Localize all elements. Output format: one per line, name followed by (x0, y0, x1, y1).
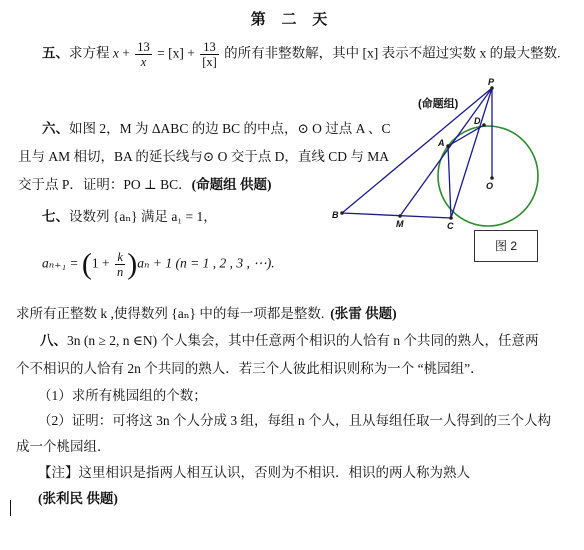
problem-7-formula (42, 247, 275, 281)
problem-8-line-1 (40, 332, 539, 350)
point-a (446, 144, 450, 148)
problem-5-fraction-1 (135, 40, 152, 69)
label-o: O (486, 181, 494, 191)
formula-one-plus: 1 + (91, 255, 114, 271)
line-a-d (448, 125, 484, 146)
formula-fraction-numerator: k (115, 250, 125, 265)
problem-8-question-1: （1）求所有桃园组的个数； (38, 388, 207, 403)
formula-rhs: aₙ + 1 (n = 1 , 2 , 3 , ⋯). (137, 255, 275, 271)
problem-8-note: 【注】这里相识是指两人相互认识，否则为不相识．相识的两人称为熟人 (38, 465, 470, 480)
problem-6-credit: (命题组 供题) (191, 177, 272, 192)
figure-caption: 图 2 (474, 230, 538, 262)
problem-5 (42, 40, 561, 69)
problem-6-line-2: 且与 AM 相切，BA 的延长线与⊙ O 交于点 D，直线 CD 与 MA (18, 149, 389, 164)
problem-5-label: 五、 (42, 45, 69, 61)
problem-7-label: 七、 (42, 209, 69, 224)
problem-8-question-2-cont: 成一个桃园组． (16, 439, 111, 454)
problem-6-text-3: 交于点 P．证明：PO ⊥ BC． (18, 177, 192, 192)
formula-left-paren: ( (81, 247, 92, 281)
label-m: M (396, 219, 404, 229)
problem-5-equals: = [x] + (153, 45, 199, 61)
formula-right-paren: ) (127, 247, 138, 281)
problem-7-text-1: 设数列 {aₙ} 满足 a₁ = 1， (69, 209, 217, 224)
problem-6-label: 六、 (42, 121, 69, 136)
point-m (398, 214, 402, 218)
point-c (449, 216, 453, 220)
problem-5-plus: + (118, 45, 134, 61)
label-d: D (474, 116, 481, 126)
line-m-p (400, 88, 492, 216)
problem-6-line-3 (18, 176, 271, 194)
problem-8-label: 八、 (40, 333, 67, 348)
problem-7-line-3 (16, 305, 397, 323)
problem-5-fraction-2 (200, 40, 219, 69)
point-b (340, 211, 344, 215)
text-cursor (10, 500, 11, 516)
problem-5-x: x (112, 45, 119, 61)
point-d (482, 123, 486, 127)
problem-7-line-1 (42, 208, 217, 226)
problem-8-text-1: 3n (n ≥ 2, n ∈N) 个人集会，其中任意两个相识的人恰有 n 个共同的熟人，任意两 (67, 333, 539, 348)
formula-lhs: aₙ₊₁ = (42, 255, 82, 271)
problem-6-text-1: 如图 2，M 为 ΔABC 的边 BC 的中点，⊙ O 过点 A 、C (69, 121, 391, 136)
formula-fraction-denominator: n (117, 265, 124, 279)
formula-fraction (115, 250, 125, 279)
problem-5-text-a: 求方程 (69, 45, 113, 61)
label-c: C (447, 221, 454, 231)
problem-8-line-2: 个不相识的人恰有 2n 个共同的熟人．若三个人彼此相识则称为一个 “桃园组”． (16, 361, 484, 376)
problem-7-text-3: 求所有正整数 k ,使得数列 {aₙ} 中的每一项都是整数. (16, 306, 325, 321)
fraction-2-denominator: [x] (202, 55, 217, 69)
label-b: B (332, 210, 339, 220)
figure-group-label: (命题组) (418, 98, 459, 110)
point-o (490, 176, 494, 180)
page-title: 第 二 天 (250, 12, 334, 28)
fraction-1-numerator: 13 (137, 40, 150, 54)
fraction-1-denominator: x (140, 55, 147, 69)
line-b-c (342, 213, 451, 218)
line-c-p (451, 88, 492, 218)
problem-7-credit: (张雷 供题) (330, 306, 397, 321)
problem-6-line-1 (42, 120, 391, 138)
label-p: P (488, 78, 495, 87)
problem-8-credit: (张利民 供题) (38, 491, 118, 506)
fraction-2-numerator: 13 (200, 40, 219, 55)
problem-5-text-b: 的所有非整数解，其中 [x] 表示不超过实数 x 的最大整数. (220, 45, 561, 61)
label-a: A (438, 138, 445, 148)
problem-8-question-2: （2）证明：可将这 3n 个人分成 3 组，每组 n 个人，且从每组任取一人得到的三个人构 (38, 413, 551, 428)
